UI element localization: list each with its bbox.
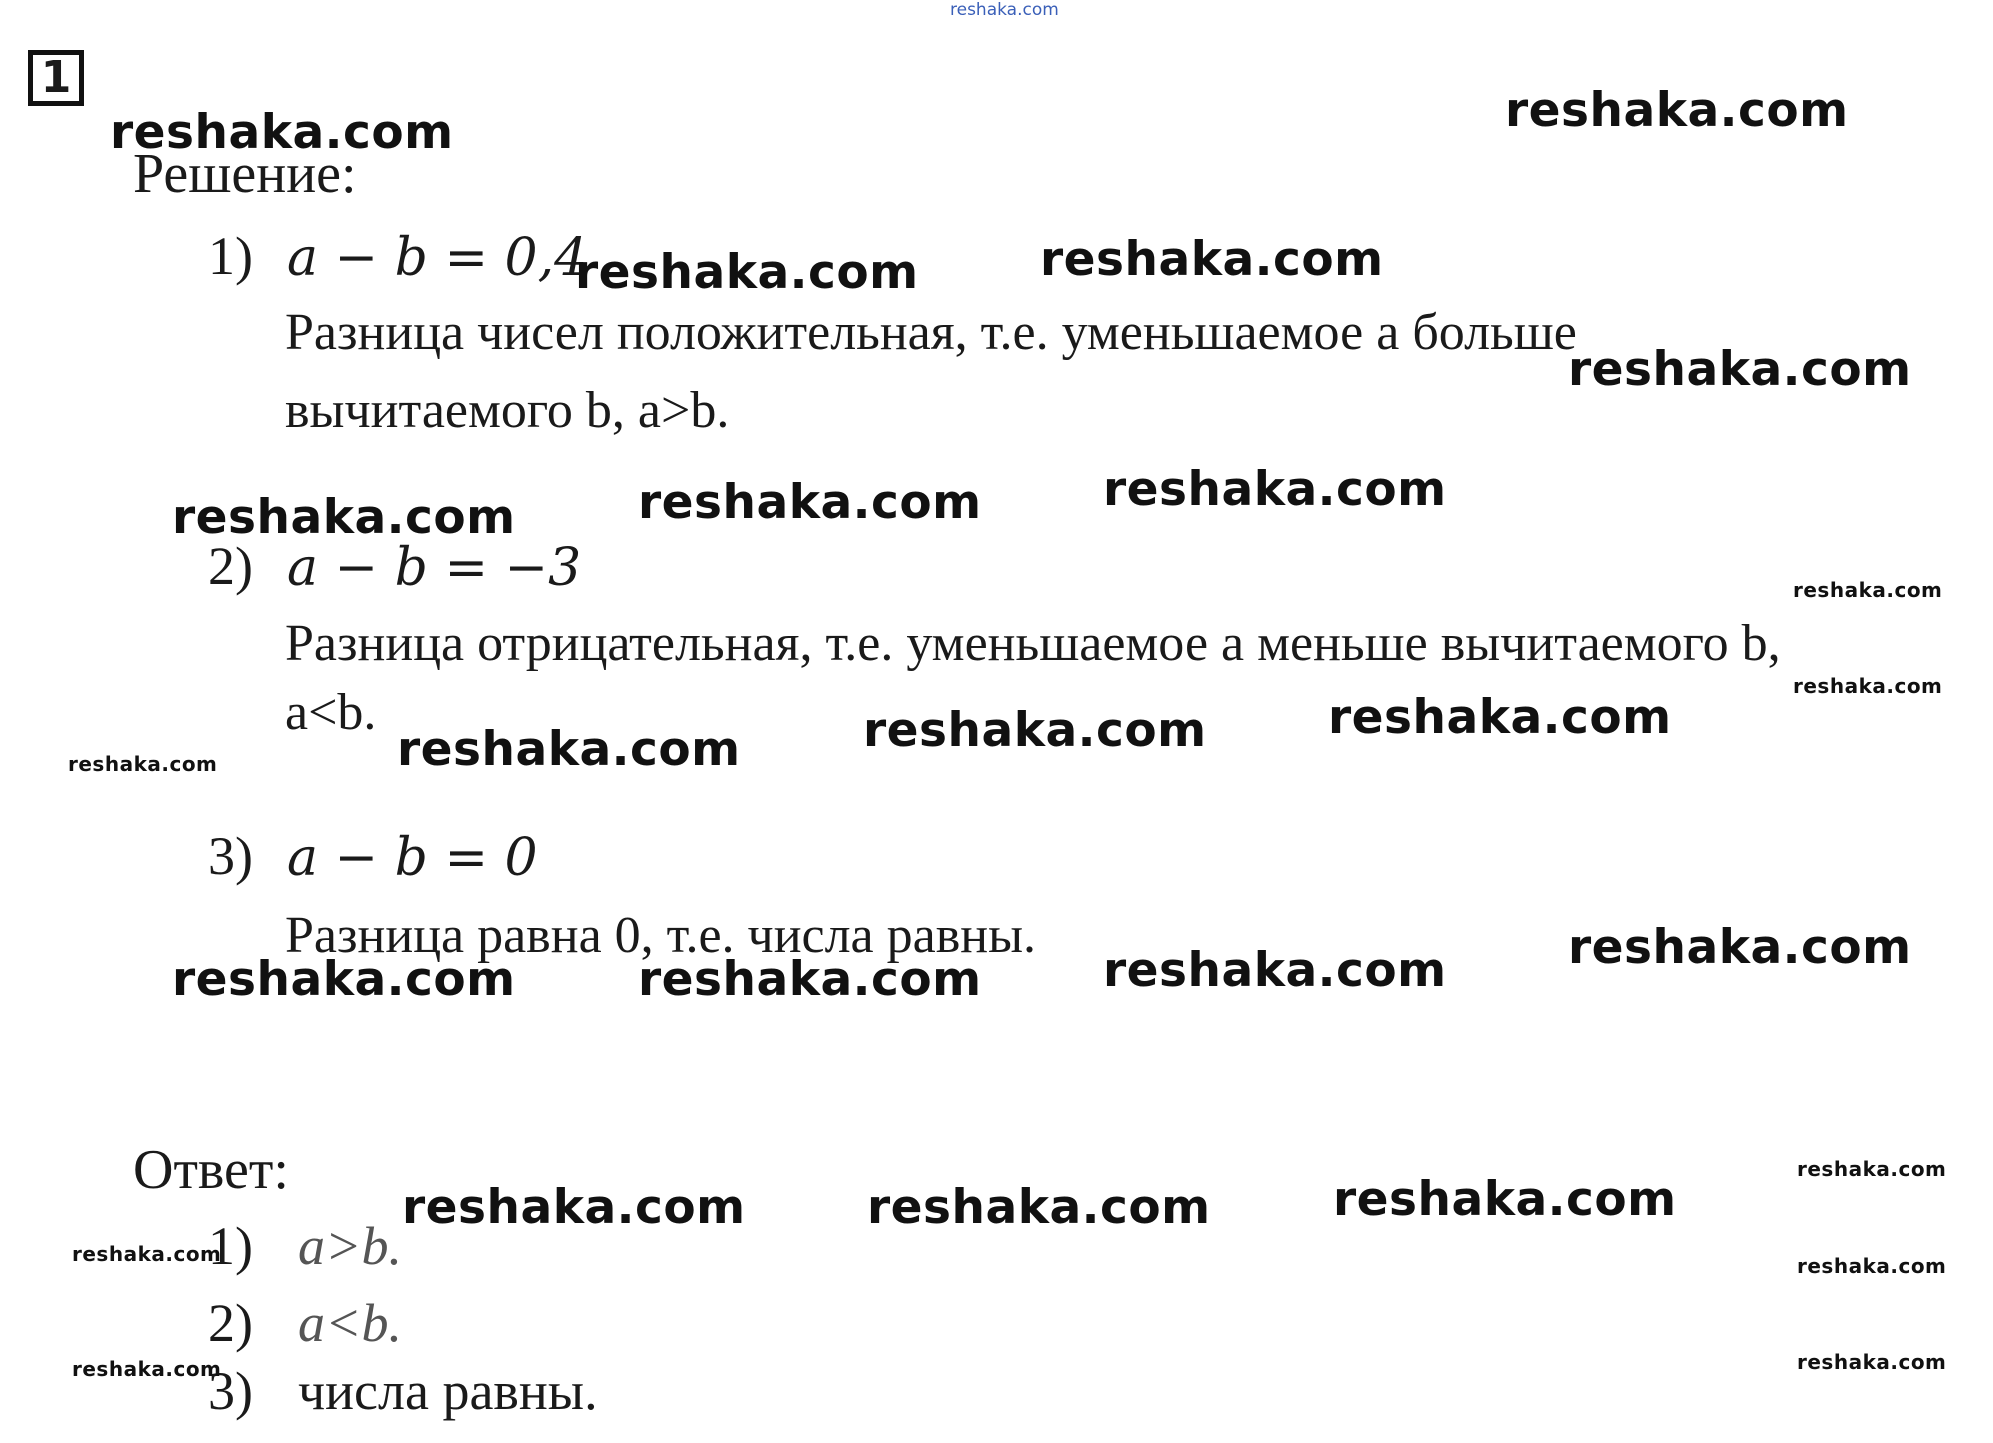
answer-heading: Ответ: [133, 1139, 289, 1201]
watermark: reshaka.com [397, 722, 741, 777]
watermark: reshaka.com [402, 1180, 746, 1235]
answer-1-number: 1) [208, 1216, 253, 1276]
watermark: reshaka.com [110, 105, 454, 160]
watermark: reshaka.com [1505, 83, 1849, 138]
item-2-equation: a − b = −3 [287, 538, 582, 598]
watermark: reshaka.com [575, 245, 919, 300]
watermark-small: reshaka.com [72, 1242, 222, 1266]
watermark-small: reshaka.com [1797, 1254, 1947, 1278]
item-3-number: 3) [208, 826, 253, 886]
item-1-line-2: вычитаемого b, a>b. [285, 382, 730, 439]
item-3-equation: a − b = 0 [287, 828, 538, 888]
task-number-box: 1 [28, 50, 84, 106]
watermark: reshaka.com [863, 703, 1207, 758]
watermark: reshaka.com [172, 952, 516, 1007]
watermark-small: reshaka.com [68, 752, 218, 776]
watermark: reshaka.com [1040, 232, 1384, 287]
answer-2-text: a<b. [298, 1293, 402, 1353]
watermark-small: reshaka.com [1793, 578, 1943, 602]
watermark: reshaka.com [638, 952, 982, 1007]
item-1-equation: a − b = 0,4 [287, 228, 588, 288]
watermark: reshaka.com [1103, 943, 1447, 998]
answer-2-number: 2) [208, 1293, 253, 1353]
answer-3-text: числа равны. [298, 1361, 598, 1421]
item-2-line-1: Разница отрицательная, т.е. уменьшаемое a меньше вычитаемого b, [285, 615, 1781, 672]
watermark-small: reshaka.com [1797, 1350, 1947, 1374]
watermark: reshaka.com [1328, 690, 1672, 745]
watermark: reshaka.com [1333, 1172, 1677, 1227]
watermark: reshaka.com [172, 490, 516, 545]
answer-3-number: 3) [208, 1361, 253, 1421]
watermark: reshaka.com [1568, 920, 1912, 975]
item-2-line-2: a<b. [285, 684, 377, 741]
solution-heading: Решение: [133, 143, 357, 205]
item-2-number: 2) [208, 536, 253, 596]
watermark: reshaka.com [1103, 462, 1447, 517]
watermark-small: reshaka.com [72, 1357, 222, 1381]
item-1-number: 1) [208, 226, 253, 286]
item-3-line-1: Разница равна 0, т.е. числа равны. [285, 907, 1037, 964]
item-1-line-1: Разница чисел положительная, т.е. уменьшаемое a больше [285, 304, 1577, 361]
watermark: reshaka.com [1568, 342, 1912, 397]
watermark: reshaka.com [867, 1180, 1211, 1235]
watermark: reshaka.com [638, 475, 982, 530]
watermark-small: reshaka.com [1797, 1157, 1947, 1181]
watermark-small: reshaka.com [1793, 674, 1943, 698]
top-watermark-link[interactable]: reshaka.com [950, 0, 1059, 20]
answer-1-text: a>b. [298, 1216, 402, 1276]
